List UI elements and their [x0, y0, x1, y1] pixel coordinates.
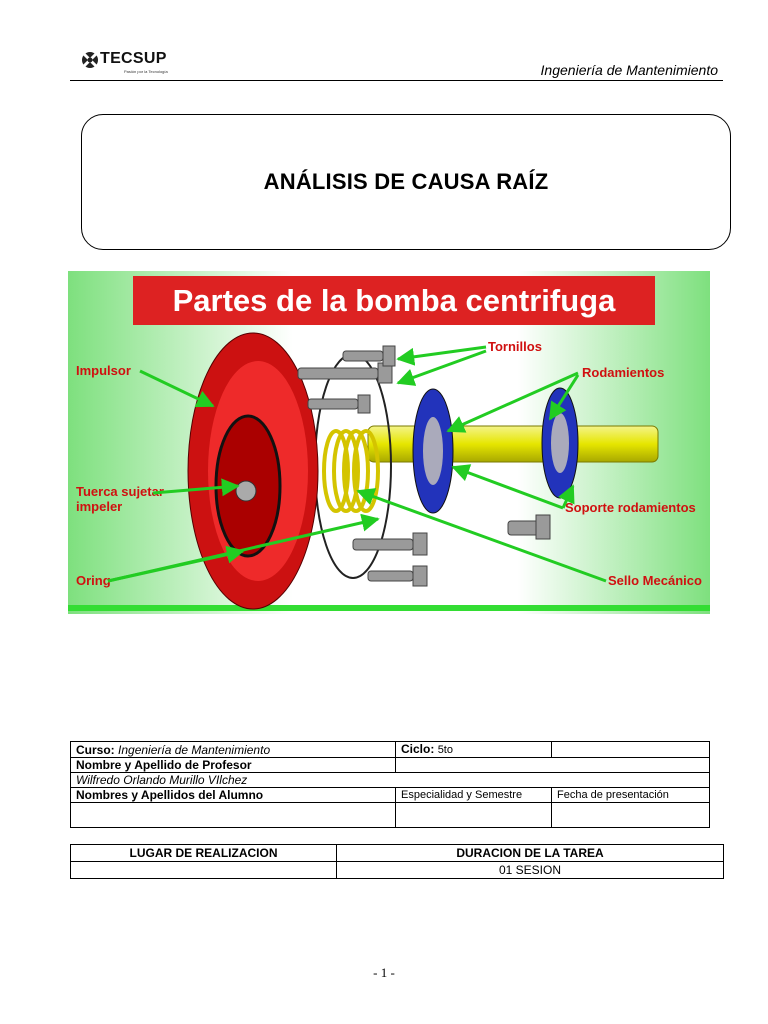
header-divider [70, 80, 723, 81]
fecha-value-cell [552, 803, 710, 828]
curso-label: Curso: [76, 742, 115, 757]
label-tuerca: Tuerca sujetar impeler [76, 484, 164, 514]
page-number: - 1 - [373, 965, 395, 980]
fecha-label: Fecha de presentación [552, 788, 710, 803]
title-box [81, 114, 731, 250]
bearing-front [423, 417, 443, 485]
lugar-header: LUGAR DE REALIZACION [71, 845, 337, 862]
label-tornillos: Tornillos [488, 339, 542, 354]
ciclo-label: Ciclo: [401, 742, 435, 756]
header-course-title: Ingeniería de Mantenimiento [540, 62, 718, 78]
pump-shaft [368, 426, 658, 462]
bearing-rear [551, 413, 569, 473]
pump-parts-figure [68, 271, 710, 614]
document-title: ANÁLISIS DE CAUSA RAÍZ [263, 169, 549, 194]
alumno-label: Nombres y Apellidos del Alumno [71, 788, 396, 803]
figure-bottom-bar [68, 605, 710, 611]
label-sello: Sello Mecánico [608, 573, 702, 588]
alumno-value-cell [71, 803, 396, 828]
curso-cell [71, 742, 396, 758]
ciclo-cell [396, 742, 552, 758]
label-oring: Oring [76, 573, 111, 588]
label-impulsor: Impulsor [76, 363, 131, 378]
label-rodamientos: Rodamientos [582, 365, 665, 380]
logo-text: TECSUP [100, 50, 167, 67]
especialidad-value-cell [396, 803, 552, 828]
especialidad-label: Especialidad y Semestre [396, 788, 552, 803]
tecsup-logo [80, 48, 172, 76]
lugar-value-cell [71, 862, 337, 879]
profesor-label: Nombre y Apellido de Profesor [71, 758, 396, 773]
lugar-table [70, 844, 724, 879]
profesor-value: Wilfredo Orlando Murillo VIlchez [71, 773, 710, 788]
label-soporte: Soporte rodamientos [565, 500, 696, 515]
impeller-nut [236, 481, 256, 501]
figure-banner-text: Partes de la bomba centrifuga [172, 283, 616, 318]
ciclo-value: 5to [437, 744, 453, 756]
duracion-header: DURACION DE LA TAREA [337, 845, 724, 862]
duracion-value: 01 SESION [337, 862, 724, 879]
tecsup-logo-icon [80, 50, 100, 70]
logo-tagline: Pasión por la Tecnología [124, 69, 168, 74]
profesor-blank-cell [396, 758, 710, 773]
ciclo-extra-cell [552, 742, 710, 758]
info-table [70, 741, 710, 828]
curso-value: Ingeniería de Mantenimiento [118, 742, 271, 757]
